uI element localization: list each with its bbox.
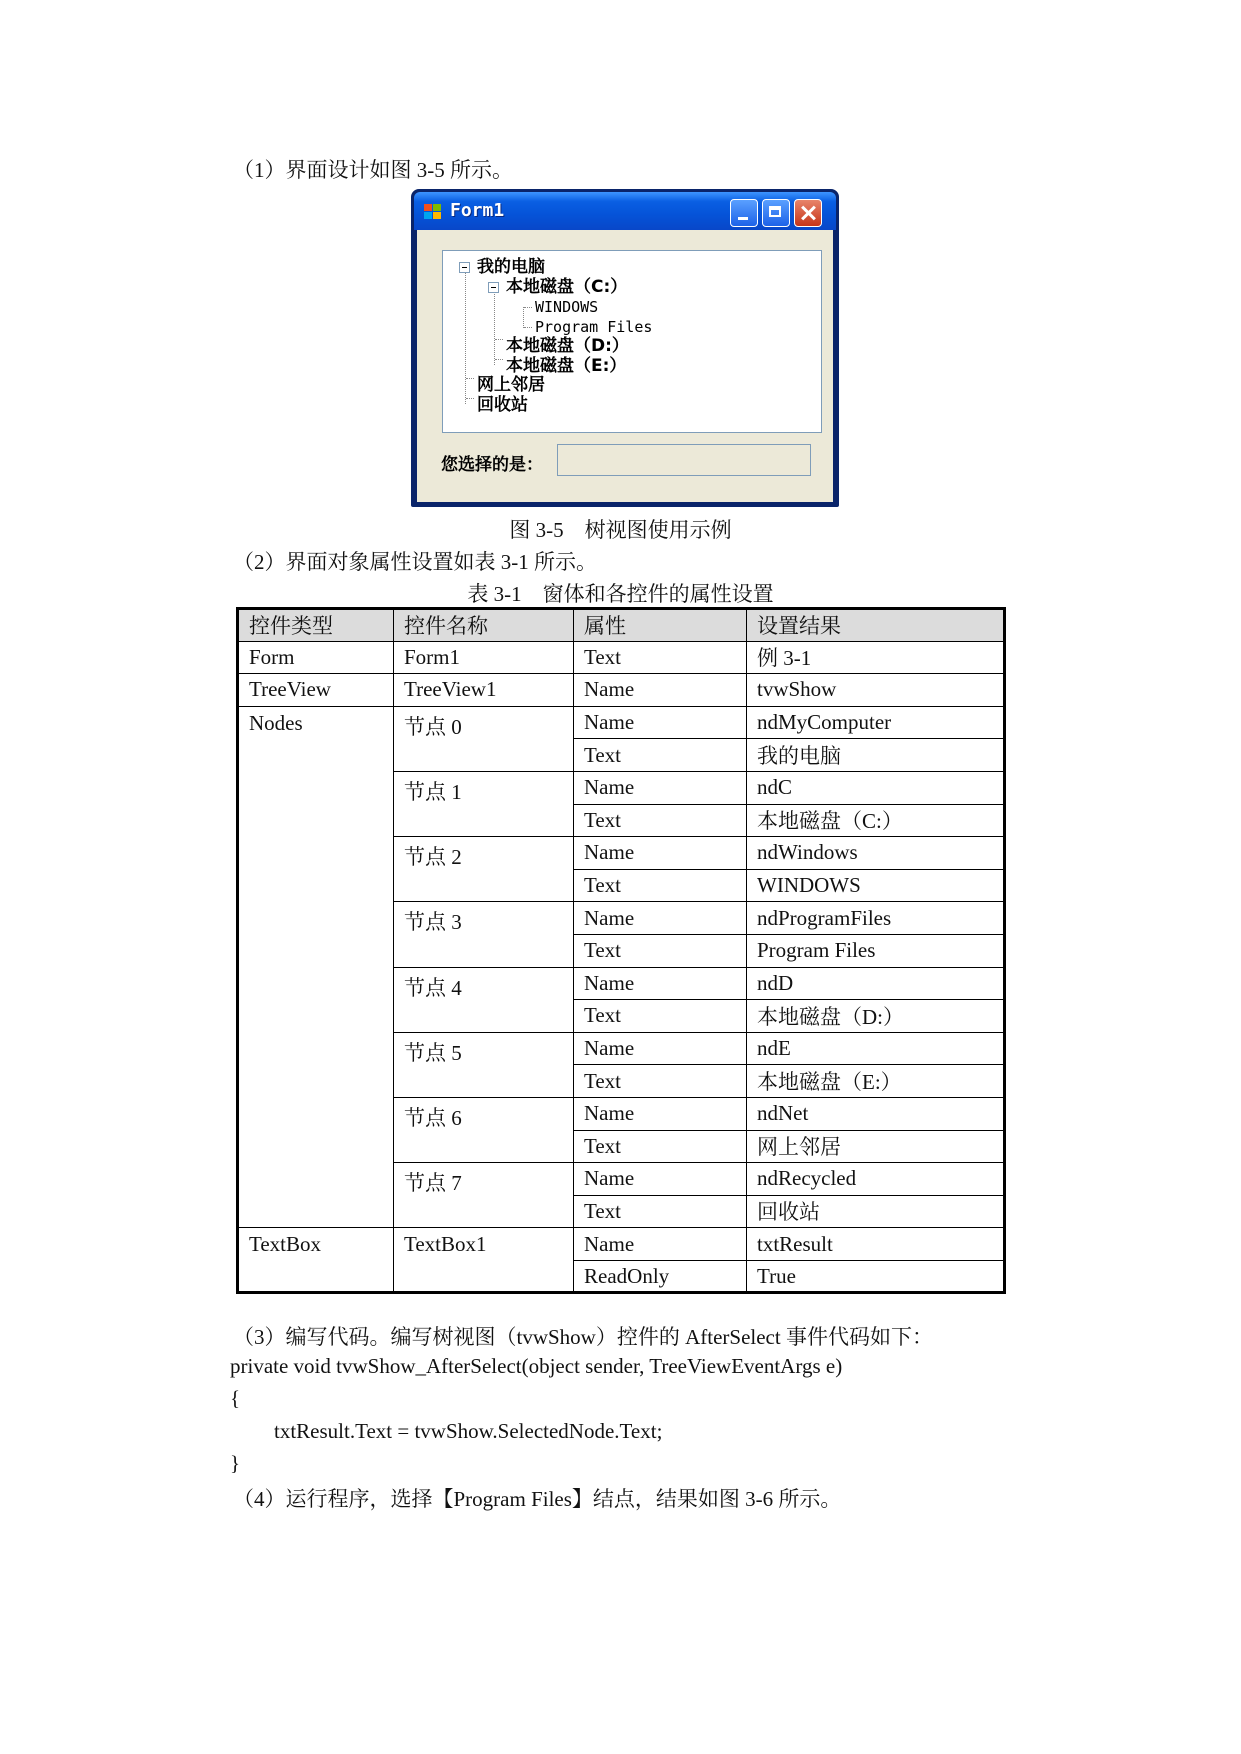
table-cell: Program Files: [747, 934, 1005, 967]
tree-line: [523, 307, 524, 328]
table-cell: ndC: [747, 771, 1005, 804]
table-row: [238, 641, 1005, 674]
table-cell: ReadOnly: [574, 1260, 747, 1293]
tree-node[interactable]: 回收站: [477, 395, 528, 415]
code-line: {: [230, 1386, 241, 1410]
table-caption: 表 3-1 窗体和各控件的属性设置: [467, 582, 774, 606]
table-cell: ndRecycled: [747, 1163, 1005, 1196]
table-row: [238, 674, 1005, 707]
title-bar[interactable]: [414, 192, 836, 230]
tree-view[interactable]: [442, 250, 822, 433]
table-cell: Name: [574, 902, 747, 935]
table-cell: 例 3-1: [747, 641, 1005, 674]
tree-line: [466, 378, 474, 379]
table-cell: Text: [574, 869, 747, 902]
form1-window: [411, 189, 839, 507]
table-cell: Name: [574, 771, 747, 804]
form-client-area: [417, 230, 833, 502]
tree-line: [495, 339, 503, 340]
table-cell: Name: [574, 1097, 747, 1130]
table-cell: ndNet: [747, 1097, 1005, 1130]
result-textbox[interactable]: [557, 444, 811, 476]
header-cell: 设置结果: [747, 609, 1005, 642]
table-cell: WINDOWS: [747, 869, 1005, 902]
table-cell: ndMyComputer: [747, 706, 1005, 739]
step4-text: （4）运行程序，选择【Program Files】结点，结果如图 3-6 所示。: [233, 1487, 842, 1511]
table-cell: 我的电脑: [747, 739, 1005, 772]
table-cell: ndProgramFiles: [747, 902, 1005, 935]
table-cell: Text: [574, 641, 747, 674]
tree-line: [465, 268, 466, 404]
table-cell: Name: [574, 1228, 747, 1261]
header-cell: 控件类型: [238, 609, 394, 642]
result-label: 您选择的是：: [441, 455, 543, 475]
tree-line: [495, 359, 503, 360]
table-cell: Nodes: [238, 706, 394, 1228]
tree-node[interactable]: 本地磁盘（D:）: [506, 336, 629, 356]
table-cell: Form: [238, 641, 394, 674]
table-cell: 回收站: [747, 1195, 1005, 1228]
tree-line: [494, 288, 495, 365]
code-line: txtResult.Text = tvwShow.SelectedNode.Text;: [274, 1419, 663, 1443]
header-cell: 控件名称: [394, 609, 574, 642]
table-cell: 本地磁盘（D:）: [747, 1000, 1005, 1033]
table-cell: Name: [574, 1163, 747, 1196]
table-cell: Text: [574, 1195, 747, 1228]
step2-text: （2）界面对象属性设置如表 3-1 所示。: [233, 550, 597, 574]
tree-line: [524, 327, 532, 328]
table-cell: Text: [574, 1065, 747, 1098]
table-cell: Name: [574, 837, 747, 870]
table-cell: Form1: [394, 641, 574, 674]
table-cell: 节点 6: [394, 1097, 574, 1162]
table-cell: 节点 4: [394, 967, 574, 1032]
close-button[interactable]: [794, 199, 822, 227]
tree-line: [524, 307, 532, 308]
collapse-icon[interactable]: [488, 282, 499, 293]
table-cell: TextBox1: [394, 1228, 574, 1293]
collapse-icon[interactable]: [459, 262, 470, 273]
step1-text: （1）界面设计如图 3-5 所示。: [233, 158, 513, 182]
table-cell: Text: [574, 1000, 747, 1033]
table-cell: 网上邻居: [747, 1130, 1005, 1163]
table-cell: TreeView1: [394, 674, 574, 707]
figure-caption: 图 3-5 树视图使用示例: [509, 518, 732, 542]
table-row: [238, 1228, 1005, 1261]
table-cell: 本地磁盘（E:）: [747, 1065, 1005, 1098]
code-line: private void tvwShow_AfterSelect(object sender, TreeViewEventArgs e): [230, 1354, 843, 1378]
table-cell: Name: [574, 967, 747, 1000]
tree-node[interactable]: Program Files: [535, 318, 653, 336]
table-cell: TextBox: [238, 1228, 394, 1293]
table-row: [238, 706, 1005, 739]
table-cell: True: [747, 1260, 1005, 1293]
table-cell: txtResult: [747, 1228, 1005, 1261]
table-header-row: [238, 609, 1005, 642]
table-cell: 节点 0: [394, 706, 574, 771]
table-cell: ndE: [747, 1032, 1005, 1065]
table-cell: 节点 5: [394, 1032, 574, 1097]
property-table: [236, 607, 1006, 1294]
step3-text: （3）编写代码。编写树视图（tvwShow）控件的 AfterSelect 事件代码如下：: [233, 1325, 933, 1349]
tree-node[interactable]: 本地磁盘（C:）: [506, 277, 628, 297]
table-cell: 节点 3: [394, 902, 574, 967]
tree-node[interactable]: 我的电脑: [477, 257, 545, 277]
table-cell: 节点 7: [394, 1163, 574, 1228]
table-cell: ndWindows: [747, 837, 1005, 870]
maximize-button[interactable]: [762, 199, 790, 227]
code-line: }: [230, 1451, 241, 1475]
table-cell: Text: [574, 1130, 747, 1163]
table-cell: 本地磁盘（C:）: [747, 804, 1005, 837]
header-cell: 属性: [574, 609, 747, 642]
table-cell: 节点 2: [394, 837, 574, 902]
table-cell: tvwShow: [747, 674, 1005, 707]
tree-node[interactable]: WINDOWS: [535, 298, 599, 316]
table-cell: ndD: [747, 967, 1005, 1000]
tree-node[interactable]: 本地磁盘（E:）: [506, 356, 627, 376]
table-cell: Text: [574, 934, 747, 967]
table-cell: Text: [574, 804, 747, 837]
table-cell: Name: [574, 706, 747, 739]
table-cell: 节点 1: [394, 771, 574, 836]
window-title: Form1: [450, 200, 505, 221]
tree-line: [466, 398, 474, 399]
tree-node[interactable]: 网上邻居: [477, 375, 545, 395]
minimize-button[interactable]: [730, 199, 758, 227]
table-cell: Name: [574, 674, 747, 707]
table-cell: TreeView: [238, 674, 394, 707]
form-icon: [424, 204, 442, 220]
table-cell: Name: [574, 1032, 747, 1065]
table-cell: Text: [574, 739, 747, 772]
